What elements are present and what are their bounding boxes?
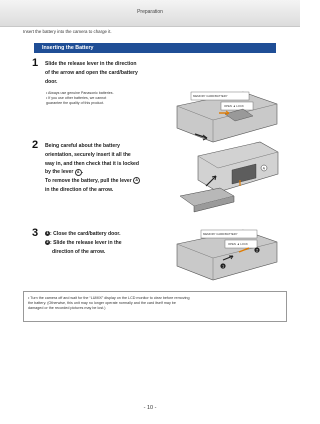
step-1-number: 1	[32, 57, 39, 69]
step-2-text	[45, 142, 140, 195]
lever-label: OPEN ◄ LOCK	[228, 242, 248, 246]
step-3-line-text: : Slide the release lever in the	[50, 239, 122, 246]
step-3-line: direction of the arrow.	[52, 248, 106, 255]
step-3-number: 3	[32, 227, 39, 239]
step-2-line-text: by the lever	[45, 169, 74, 176]
label-a: A	[133, 177, 140, 184]
step-3-line-text: : Close the card/battery door.	[50, 231, 121, 237]
note-line: • If you use other batteries, we cannot	[46, 96, 107, 100]
warning-line: the battery. (Otherwise, this unit may no longer operate normally and the card itself may be	[28, 301, 176, 306]
note-line: guarantee the quality of this product.	[46, 101, 105, 105]
intro-text: Insert the battery into the camera to charge it.	[23, 29, 112, 34]
header-title: Preparation	[137, 9, 163, 15]
step-2-number: 2	[32, 139, 39, 151]
step-3-line	[45, 230, 122, 239]
step-2-line: way in, and then check that it is locked	[45, 160, 139, 167]
step-3-line	[45, 239, 122, 248]
warning-line: damaged or the recorded pictures may be lost.)	[28, 306, 106, 311]
note-line: • Always use genuine Panasonic batteries.	[46, 91, 114, 95]
label-1: 1	[46, 231, 49, 236]
step-3-text	[45, 230, 122, 256]
svg-text:2: 2	[256, 248, 259, 253]
lever-label: OPEN ◄ LOCK	[224, 104, 244, 108]
door-label: MEMORY CARD/BATTERY	[193, 94, 228, 98]
step-2-line	[45, 177, 140, 186]
svg-text:1: 1	[222, 264, 225, 269]
step-1-line: Slide the release lever in the direction	[45, 61, 137, 67]
svg-text:A: A	[262, 166, 266, 171]
step-1-notes	[46, 91, 114, 106]
label-2: 2	[46, 239, 49, 244]
door-label: MEMORY CARD/BATTERY	[203, 232, 238, 236]
step-2-line: Being careful about the battery	[45, 143, 121, 149]
step-2-line: orientation, securely insert it all the	[45, 151, 131, 158]
header-bar	[0, 0, 300, 27]
step-1-text	[45, 60, 138, 86]
battery-insert-illustration	[176, 140, 280, 222]
step-2-line: in the direction of the arrow.	[45, 186, 114, 193]
step-1-line: door.	[45, 78, 58, 85]
step-2-line-text: To remove the battery, pull the lever	[45, 178, 132, 185]
section-bar	[34, 43, 276, 53]
warning-box	[23, 291, 287, 322]
warning-text	[28, 296, 282, 311]
page-number: - 10 -	[143, 405, 157, 411]
step-2-line: by the lever A .	[45, 169, 84, 176]
warning-line: • Turn the camera off and wait for the “LUMIX” display on the LCD monitor to clear before removing	[28, 296, 190, 300]
step-1-line: of the arrow and open the card/battery	[45, 69, 138, 76]
section-title: Inserting the Battery	[42, 45, 94, 51]
label-a: A	[75, 169, 82, 176]
